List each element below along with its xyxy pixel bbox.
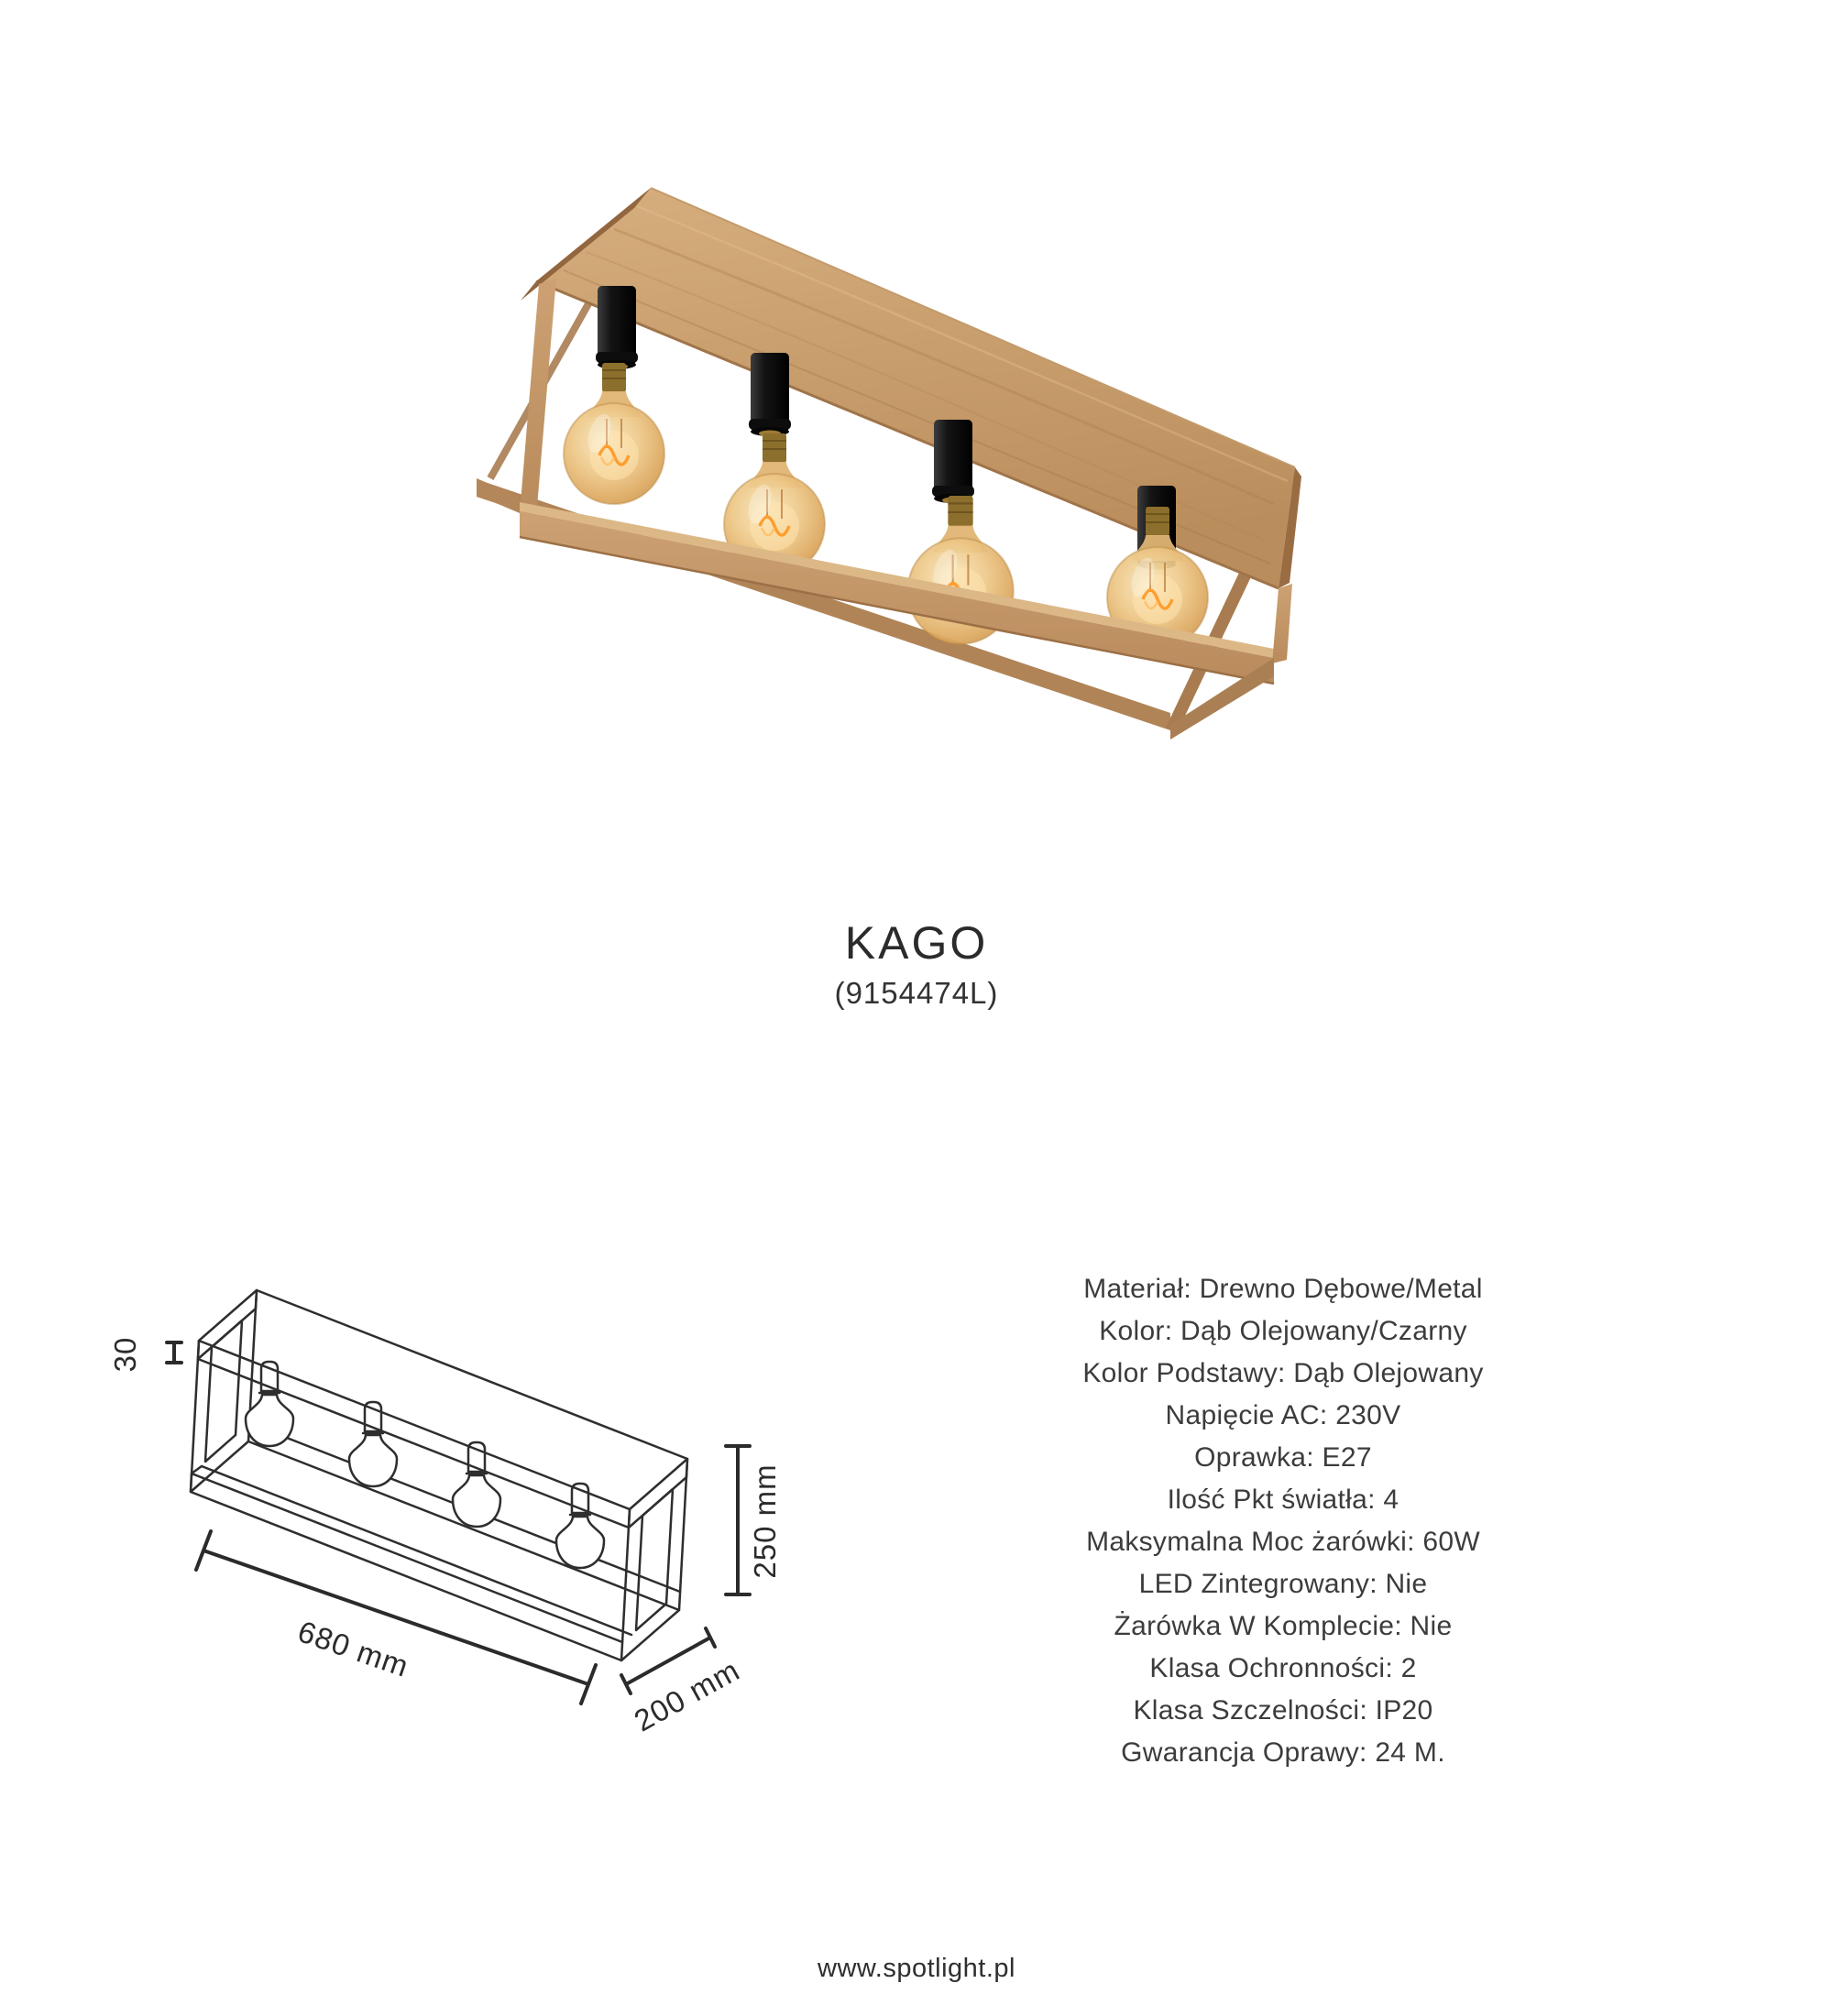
dim-label-depth: 200 mm xyxy=(628,1652,746,1738)
left-end-bottom-bar xyxy=(477,478,520,513)
spec-protection-class: Klasa Ochronności: 2 xyxy=(1149,1653,1417,1683)
bulb-1 xyxy=(564,363,664,504)
dim-line-thickness xyxy=(167,1342,181,1363)
spec-list xyxy=(1045,1268,1521,1774)
spec-led-integrated: LED Zintegrowany: Nie xyxy=(1138,1569,1428,1599)
socket-1 xyxy=(596,286,638,370)
right-front-post xyxy=(1272,584,1292,663)
spec-ip-class: Klasa Szczelności: IP20 xyxy=(1133,1695,1433,1726)
technical-drawing-svg xyxy=(110,1274,807,1769)
socket-2 xyxy=(749,353,791,437)
wireframe-lamp xyxy=(191,1290,687,1660)
dim-line-height xyxy=(726,1446,750,1594)
spec-light-points: Ilość Pkt światła: 4 xyxy=(1167,1485,1399,1515)
technical-drawing xyxy=(110,1274,807,1769)
page-title: KAGO xyxy=(844,917,989,969)
dim-label-height: 250 mm xyxy=(748,1463,782,1579)
spec-color: Kolor: Dąb Olejowany/Czarny xyxy=(1099,1316,1467,1346)
spec-bulb-included: Żarówka W Komplecie: Nie xyxy=(1114,1611,1453,1641)
spec-voltage: Napięcie AC: 230V xyxy=(1165,1400,1401,1430)
spec-holder: Oprawka: E27 xyxy=(1194,1442,1372,1473)
product-photo-illustration xyxy=(477,174,1338,788)
title-block xyxy=(0,918,1833,1011)
footer xyxy=(0,1954,1833,1984)
spec-max-power: Maksymalna Moc żarówki: 60W xyxy=(1086,1527,1480,1557)
spec-base-color: Kolor Podstawy: Dąb Olejowany xyxy=(1082,1358,1484,1388)
dimension-labels xyxy=(110,1337,782,1738)
footer-website-text: www.spotlight.pl xyxy=(818,1954,1015,1983)
dim-label-length: 680 mm xyxy=(293,1614,413,1684)
product-photo xyxy=(477,174,1338,788)
left-front-post xyxy=(520,278,556,513)
spec-warranty: Gwarancja Oprawy: 24 M. xyxy=(1121,1737,1445,1768)
spec-material: Materiał: Drewno Dębowe/Metal xyxy=(1083,1274,1483,1304)
socket-3 xyxy=(932,420,974,504)
dim-label-thickness: 30 xyxy=(110,1336,142,1373)
product-code: (9154474L) xyxy=(834,976,999,1010)
